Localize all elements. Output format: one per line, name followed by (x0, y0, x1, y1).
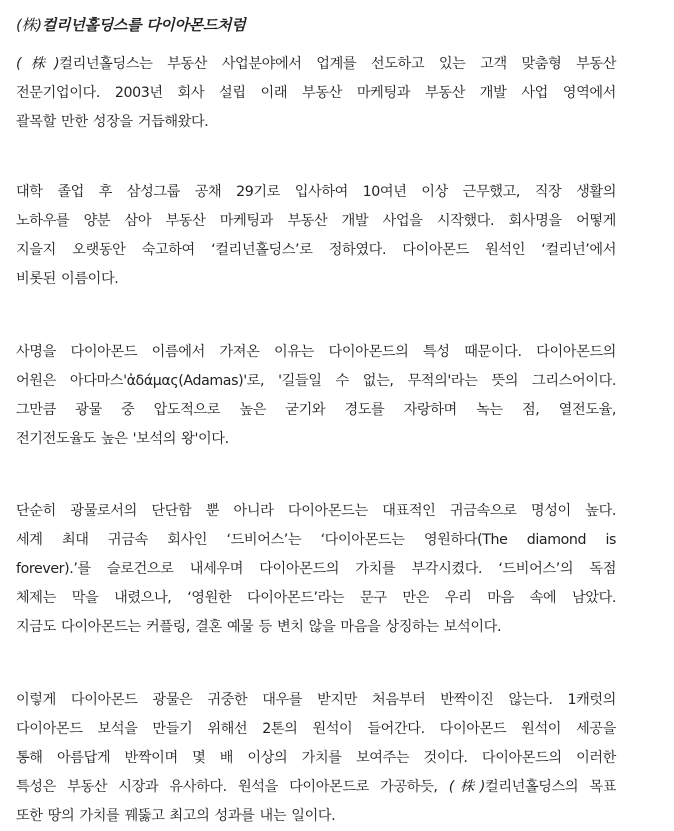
paragraph-line (16, 773, 616, 802)
paragraph-line: 체제는 막을 내렸으나, ‘영원한 다이아몬드’라는 문구 만은 우리 마음 속에 남았다. (16, 590, 616, 606)
title-prefix: (株) (16, 16, 42, 34)
paragraph-line: 대학 졸업 후 삼성그룹 공채 29기로 입사하여 10여년 이상 근무했고, 직장 생활의 (16, 184, 616, 200)
paragraph-line: 비롯된 이름이다. (16, 271, 119, 287)
paragraph-precious-metal (16, 497, 616, 642)
paragraph-line: 전기전도율도 높은 '보석의 왕'이다. (16, 431, 229, 447)
paragraph-line: 이렇게 다이아몬드 광물은 귀중한 대우를 받지만 처음부터 반짝이진 않는다. 1캐럿의 (16, 692, 616, 708)
paragraph-intro (16, 50, 616, 137)
paragraph-line: 지금도 다이아몬드는 커플링, 결혼 예물 등 변치 않을 마음을 상징하는 보석이다. (16, 619, 502, 635)
paragraph-line (16, 50, 616, 79)
paragraph-conclusion (16, 686, 616, 831)
paragraph-line: 괄목할 만한 성장을 거듭해왔다. (16, 114, 209, 130)
line-text: 컬리넌홀딩스의 목표 (485, 779, 617, 795)
paragraph-line: 단순히 광물로서의 단단함 뿐 아니라 다이아몬드는 대표적인 귀금속으로 명성이 높다. (16, 503, 616, 519)
line-text: 컬리넌홀딩스는 부동산 사업분야에서 업계를 선도하고 있는 고객 맞춤형 부동산 (59, 56, 617, 72)
paragraph-line: 그만큼 광물 중 압도적으로 높은 굳기와 경도를 자랑하며 녹는 점, 열전도율, (16, 402, 616, 418)
paragraph-line: 세계 최대 귀금속 회사인 ‘드비어스’는 ‘다이아몬드는 영원하다(The diamond is (16, 532, 616, 548)
paragraph-line: forever).’를 슬로건으로 내세우며 다이아몬드의 가치를 부각시켰다. ‘드비어스’의 독점 (16, 561, 616, 577)
paragraph-founding (16, 178, 616, 294)
paragraph-line: 지을지 오랫동안 숙고하여 ‘컬리넌홀딩스’로 정하였다. 다이아몬드 원석인 ‘컬리넌’에서 (16, 242, 616, 258)
paragraph-line: 사명을 다이아몬드 이름에서 가져온 이유는 다이아몬드의 특성 때문이다. 다이아몬드의 (16, 344, 616, 360)
paragraph-line: 또한 땅의 가치를 꿰뚫고 최고의 성과를 내는 일이다. (16, 808, 336, 824)
paragraph-line: 전문기업이다. 2003년 회사 설립 이래 부동산 마케팅과 부동산 개발 사업 영역에서 (16, 85, 616, 101)
line-text: 특성은 부동산 시장과 유사하다. 원석을 다이아몬드로 가공하듯, (16, 779, 438, 795)
paragraph-name-origin (16, 338, 616, 454)
paragraph-line: 어원은 아다마스'ἀδάμας(Adamas)'로, '길들일 수 없는, 무적의'라는 뜻의 그리스어이다. (16, 373, 616, 389)
company-prefix: (株) (16, 56, 60, 72)
paragraph-line: 노하우를 양분 삼아 부동산 마케팅과 부동산 개발 사업을 시작했다. 회사명을 어떻게 (16, 213, 616, 229)
title-text: 컬리넌홀딩스를 다이아몬드처럼 (41, 16, 246, 34)
paragraph-line: 다이아몬드 보석을 만들기 위해선 2톤의 원석이 들어간다. 다이아몬드 원석이 세공을 (16, 721, 616, 737)
company-prefix: (株) (448, 779, 486, 795)
paragraph-line: 통해 아름답게 반짝이며 몇 배 이상의 가치를 보여주는 것이다. 다이아몬드의 이러한 (16, 750, 616, 766)
document-title (16, 14, 636, 35)
